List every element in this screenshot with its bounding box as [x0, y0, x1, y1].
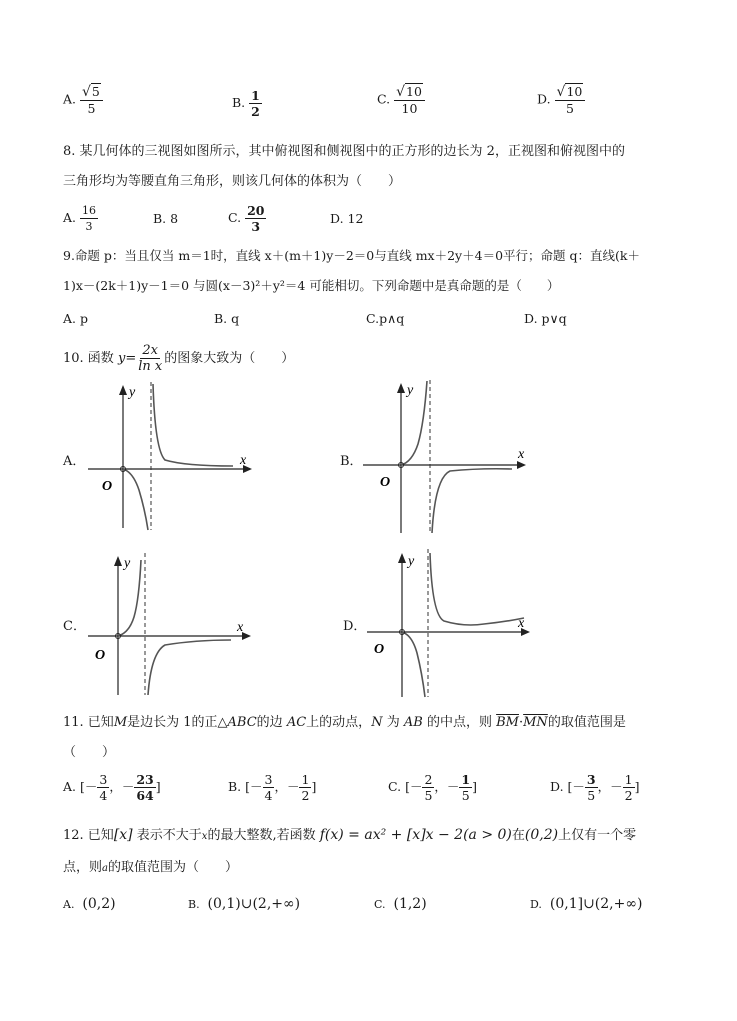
graph-c-label: C．	[63, 619, 86, 634]
graph-d-y-arrow	[398, 553, 406, 563]
graph-a-y-arrow	[119, 385, 127, 395]
graph-b-y-arrow	[397, 383, 405, 393]
q9-option-b: B. q	[214, 311, 240, 326]
graph-b-label: B．	[340, 454, 363, 469]
q12-option-c: C. (1,2)	[374, 896, 427, 912]
graph-b-x-label: x	[518, 447, 525, 462]
graph-d-y-label: y	[408, 554, 415, 569]
graph-a	[85, 380, 260, 532]
q7-option-a: A. $\frac{√5}{5}$	[63, 84, 103, 116]
q11-option-b: B. [－ $\frac{3}{4}$ ，－ $\frac{1}{2}$ ]	[228, 772, 317, 803]
graph-d-x-label: x	[518, 616, 525, 631]
q12-option-b: B. (0,1)∪(2,+∞)	[188, 896, 301, 912]
graph-b-origin-label: O	[380, 475, 391, 490]
graph-b-x-arrow	[517, 461, 526, 469]
q12-line2: 点，则a的取值范围为（ ）	[63, 860, 238, 875]
graph-b-curve-left	[401, 381, 427, 465]
q8-option-b: B. 8	[153, 211, 179, 226]
graph-a-origin-label: O	[102, 479, 113, 494]
graph-b-curve-right	[432, 469, 512, 533]
graph-d-curve-right	[430, 553, 524, 625]
q11-line1: 11. 已知M是边长为 1的正△ABC的边 AC上的动点，N 为 AB 的中点，则 $\overline{BM}\cdot\overline{MN}$的取值范围是	[63, 715, 626, 730]
q9-option-c: C.p∧q	[366, 311, 405, 326]
graph-b	[360, 378, 535, 536]
q7-option-b: B. $\frac{1}{2}$	[232, 88, 260, 119]
q8-option-a: A. $\frac{16}{3}$	[63, 204, 96, 233]
graph-c-y-label: y	[124, 556, 131, 571]
graph-d-label: D．	[343, 619, 367, 634]
graph-c-curve-right	[148, 640, 231, 695]
q8-line1: 8. 某几何体的三视图如图所示，其中俯视图和侧视图中的正方形的边长为 2，正视图和俯视图中的	[63, 144, 625, 159]
graph-c-y-arrow	[114, 556, 122, 566]
q11-option-a: A. [－ $\frac{3}{4}$ ，－ $\frac{23}{64}$ ]	[63, 772, 161, 803]
graph-d-origin-label: O	[374, 642, 385, 657]
q8-line2: 三角形均为等腰直角三角形，则该几何体的体积为（ ）	[63, 174, 402, 189]
q9-line1: 9.命题 p：当且仅当 m＝1时，直线 x＋(m＋1)y－2＝0与直线 mx＋2y＋4＝0平行；命题 q：直线(k＋	[63, 248, 640, 263]
q12-option-d: D. (0,1]∪(2,+∞)	[530, 896, 643, 912]
q8-option-c: C. $\frac{20}{3}$	[228, 203, 265, 234]
q9-option-a: A. p	[63, 311, 88, 326]
q7-option-c: C. $\frac{√10}{10}$	[377, 84, 425, 116]
q11-line2: （ ）	[63, 745, 116, 760]
q12-option-a: A. (0,2)	[63, 896, 116, 912]
q9-line2: 1)x－(2k＋1)y－1＝0 与圆(x－3)²＋y²＝4 可能相切。下列命题中是真命题的是（ ）	[63, 278, 560, 293]
q11-option-c: C. [－ $\frac{2}{5}$ ，－ $\frac{1}{5}$ ]	[388, 772, 478, 803]
graph-a-curve-left	[123, 469, 148, 530]
graph-b-y-label: y	[407, 383, 414, 398]
graph-a-x-label: x	[240, 453, 247, 468]
q10-stem: 10. 函数 y= $\frac{2x}{\text{ln x}}$ 的图象大致为（ ）	[63, 343, 295, 374]
q12-line1: 12. 已知[x] 表示不大于x的最大整数,若函数 f(x) = ax² + [x]x − 2(a > 0)在(0,2)上仅有一个零	[63, 827, 637, 843]
graph-c	[85, 545, 260, 697]
q9-option-d: D. p∨q	[524, 311, 567, 326]
graph-a-y-label: y	[129, 385, 136, 400]
graph-a-curve-right	[153, 384, 233, 466]
graph-a-label: A．	[63, 454, 86, 469]
graph-c-x-label: x	[237, 620, 244, 635]
graph-c-curve-left	[118, 560, 141, 636]
graph-d	[364, 545, 539, 700]
q11-option-d: D. [－ $\frac{3}{5}$ ，－ $\frac{1}{2}$ ]	[550, 772, 640, 803]
q8-option-d: D. 12	[330, 211, 364, 226]
graph-d-curve-left	[402, 632, 425, 697]
graph-c-origin-label: O	[95, 648, 106, 663]
graph-c-x-arrow	[242, 632, 251, 640]
q7-option-d: D. $\frac{√10}{5}$	[537, 84, 585, 116]
